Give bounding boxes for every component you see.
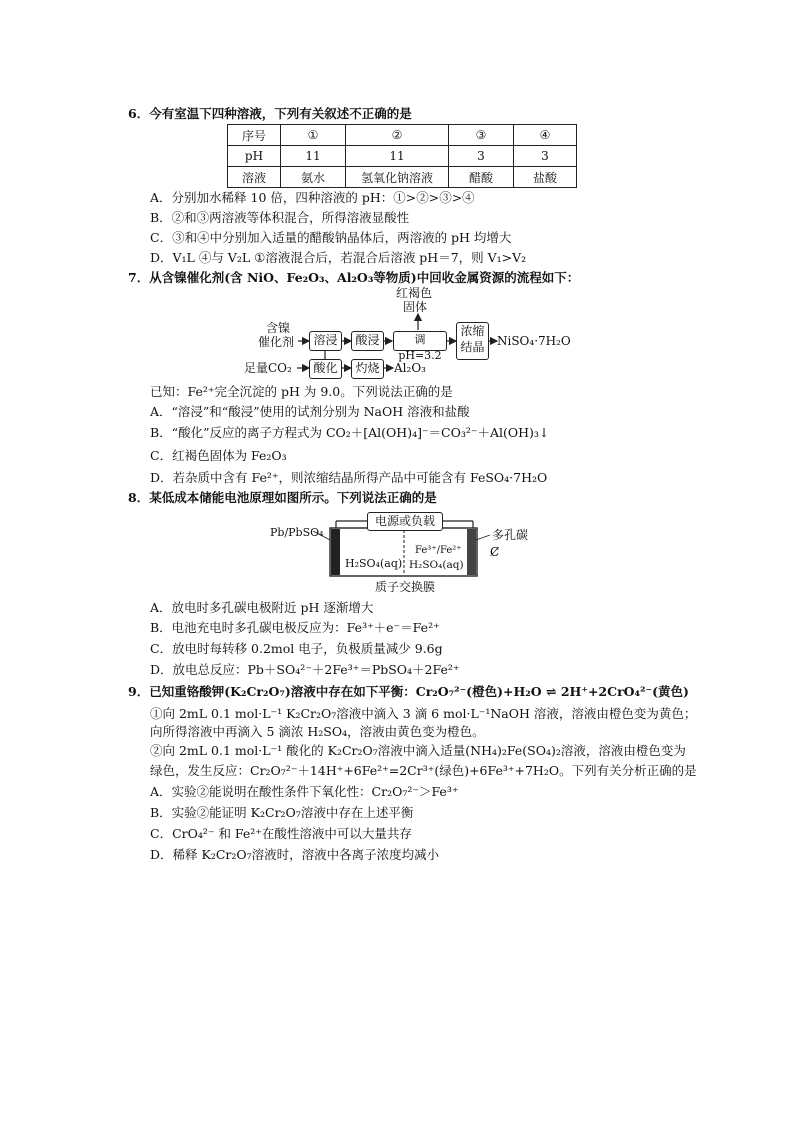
solid-label-2: 固体 xyxy=(403,300,428,314)
al2o3-label: Al₂O₃ xyxy=(394,361,426,375)
q9-stem: 9．已知重铬酸钾(K₂Cr₂O₇)溶液中存在如下平衡：Cr₂O₇²⁻(橙色)+H₂O ⇌ 2H⁺+2CrO₄²⁻(黄色) xyxy=(128,684,689,699)
step-adjust-ph: 调pH=3.2 xyxy=(393,331,447,351)
left-solution-label: H₂SO₄(aq) xyxy=(345,557,403,570)
table-cell: 序号 xyxy=(228,125,281,146)
q7-option-b: B．“酸化”反应的离子方程式为 CO₂＋[Al(OH)₄]⁻＝CO₃²⁻＋Al(OH)₃↓ xyxy=(150,425,550,440)
table-cell: 醋酸 xyxy=(449,167,514,188)
q7-option-c: C．红褐色固体为 Fe₂O₃ xyxy=(150,448,287,463)
right-solution-label-1: Fe³⁺/Fe²⁺ xyxy=(415,545,462,556)
q9-option-d: D．稀释 K₂Cr₂O₇溶液时，溶液中各离子浓度均减小 xyxy=(150,847,440,862)
table-cell: 3 xyxy=(514,146,577,167)
step-acid-leach: 酸浸 xyxy=(351,331,384,351)
step-label: 浓缩 xyxy=(460,324,485,338)
table-cell: 溶液 xyxy=(228,167,281,188)
table-cell: 盐酸 xyxy=(514,167,577,188)
q6-option-d: D．V₁L ④与 V₂L ①溶液混合后，若混合后溶液 pH＝7，则 V₁>V₂ xyxy=(150,250,527,265)
table-cell: ④ xyxy=(514,125,577,146)
svg-text:Ȼ: Ȼ xyxy=(490,545,500,559)
step-calcine: 灼烧 xyxy=(351,359,384,379)
membrane-label: 质子交换膜 xyxy=(375,580,436,594)
product-label: NiSO₄·7H₂O xyxy=(497,334,571,348)
co2-label: 足量CO₂ xyxy=(244,361,292,375)
table-cell: 氨水 xyxy=(281,167,346,188)
q9-exp1-line1: ①向 2mL 0.1 mol·L⁻¹ K₂Cr₂O₇溶液中滴入 3 滴 6 mol·L⁻¹NaOH 溶液，溶液由橙色变为黄色； xyxy=(150,706,697,721)
right-solution-label-2: H₂SO₄(aq) xyxy=(409,559,464,571)
table-cell: pH xyxy=(228,146,281,167)
q9-exp2-line2: 绿色，发生反应：Cr₂O₇²⁻＋14H⁺+6Fe²⁺=2Cr³⁺(绿色)+6Fe³⁺+7H₂O。下列有关分析正确的是 xyxy=(150,763,697,778)
q7-option-a: A．“溶浸”和“酸浸”使用的试剂分别为 NaOH 溶液和盐酸 xyxy=(150,404,470,419)
q9-exp1-line2: 向所得溶液中再滴入 5 滴浓 H₂SO₄，溶液由黄色变为橙色。 xyxy=(150,724,485,739)
q9-exp2-line1: ②向 2mL 0.1 mol·L⁻¹ 酸化的 K₂Cr₂O₇溶液中滴入适量(NH₄)₂Fe(SO₄)₂溶液，溶液由橙色变为 xyxy=(150,743,686,758)
q9-option-c: C．CrO₄²⁻ 和 Fe²⁺在酸性溶液中可以大量共存 xyxy=(150,826,412,841)
q7-known: 已知：Fe²⁺完全沉淀的 pH 为 9.0。下列说法正确的是 xyxy=(150,384,453,399)
q8-option-a: A．放电时多孔碳电极附近 pH 逐渐增大 xyxy=(150,600,374,615)
q9-option-b: B．实验②能证明 K₂Cr₂O₇溶液中存在上述平衡 xyxy=(150,805,414,820)
q8-option-c: C．放电时每转移 0.2mol 电子，负极质量减少 9.6g xyxy=(150,641,443,656)
step-soak: 溶浸 xyxy=(309,331,342,351)
q6-option-c: C．③和④中分别加入适量的醋酸钠晶体后，两溶液的 pH 均增大 xyxy=(150,230,512,245)
q9-option-a: A．实验②能说明在酸性条件下氧化性：Cr₂O₇²⁻＞Fe³⁺ xyxy=(150,784,459,799)
left-electrode-label: Pb/PbSO₄ xyxy=(270,526,324,539)
table-cell: 11 xyxy=(346,146,449,167)
table-cell: 3 xyxy=(449,146,514,167)
start-label-2: 催化剂 xyxy=(258,335,295,349)
table-cell: ② xyxy=(346,125,449,146)
power-source-load: 电源或负载 xyxy=(367,512,443,531)
q6-stem: 6．今有室温下四种溶液，下列有关叙述不正确的是 xyxy=(128,106,412,121)
q7-option-d: D．若杂质中含有 Fe²⁺，则浓缩结晶所得产品中可能含有 FeSO₄·7H₂O xyxy=(150,470,548,485)
right-electrode-label: 多孔碳 xyxy=(492,528,529,542)
q8-option-d: D．放电总反应：Pb＋SO₄²⁻＋2Fe³⁺＝PbSO₄＋2Fe²⁺ xyxy=(150,662,460,677)
q6-option-b: B．②和③两溶液等体积混合，所得溶液显酸性 xyxy=(150,210,410,225)
step-acidify: 酸化 xyxy=(309,359,342,379)
table-cell: ③ xyxy=(449,125,514,146)
start-label-1: 含镍 xyxy=(266,321,291,335)
table-cell: 11 xyxy=(281,146,346,167)
step-concentrate-crystallize xyxy=(456,322,489,360)
q6-option-a: A．分别加水稀释 10 倍，四种溶液的 pH：①>②>③>④ xyxy=(150,190,475,205)
table-cell: ① xyxy=(281,125,346,146)
step-label: 结晶 xyxy=(460,340,485,354)
carbon-electrode xyxy=(467,529,476,575)
q8-stem: 8．某低成本储能电池原理如图所示。下列说法正确的是 xyxy=(128,490,437,505)
solid-label-1: 红褐色 xyxy=(396,286,433,300)
q8-option-b: B．电池充电时多孔碳电极反应为：Fe³⁺＋e⁻＝Fe²⁺ xyxy=(150,620,440,635)
pb-electrode xyxy=(331,529,340,575)
q7-stem: 7．从含镍催化剂(含 NiO、Fe₂O₃、Al₂O₃等物质)中回收金属资源的流程如下： xyxy=(128,270,580,285)
table-cell: 氢氧化钠溶液 xyxy=(346,167,449,188)
